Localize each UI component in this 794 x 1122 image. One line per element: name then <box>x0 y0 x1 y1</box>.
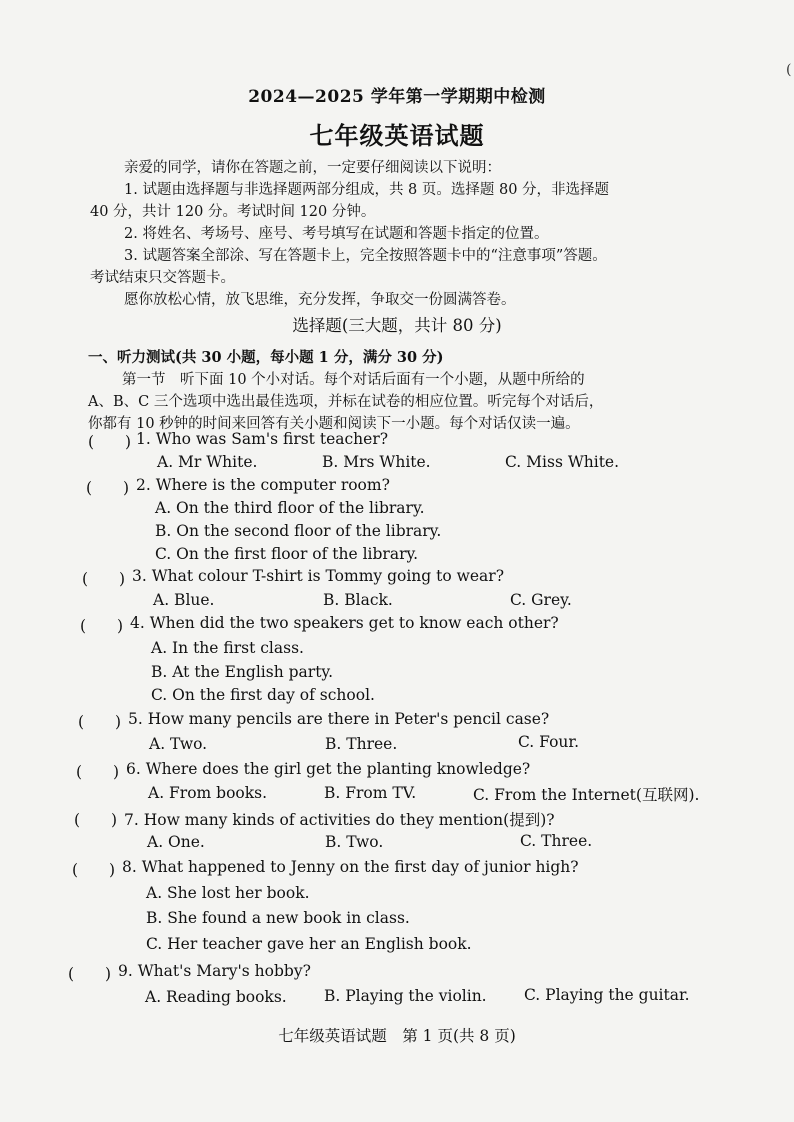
question-7: 7. How many kinds of activities do they mention(提到)? <box>124 811 555 829</box>
option-2c: C. On the first floor of the library. <box>155 545 419 563</box>
option-1a: A. Mr White. <box>157 453 258 471</box>
option-8c: C. Her teacher gave her an English book. <box>146 935 472 953</box>
question-1: 1. Who was Sam's first teacher? <box>136 430 389 448</box>
option-4a: A. In the first class. <box>151 639 304 657</box>
option-4c: C. On the first day of school. <box>151 686 375 704</box>
option-6b: B. From TV. <box>324 784 417 802</box>
option-7a: A. One. <box>147 833 205 851</box>
instruction-greeting: 亲爱的同学，请你在答题之前，一定要仔细阅读以下说明： <box>124 160 501 176</box>
page-footer: 七年级英语试题 第 1 页(共 8 页) <box>278 1027 516 1045</box>
option-5c: C. Four. <box>518 733 580 751</box>
option-1b: B. Mrs White. <box>322 453 431 471</box>
option-1c: C. Miss White. <box>505 453 620 471</box>
answer-paren-6[interactable]: ( ) <box>76 763 120 781</box>
answer-paren-7[interactable]: ( ) <box>74 811 118 829</box>
answer-paren-4[interactable]: ( ) <box>80 617 124 635</box>
answer-paren-3[interactable]: ( ) <box>82 570 126 588</box>
answer-paren-8[interactable]: ( ) <box>72 861 116 879</box>
option-7c: C. Three. <box>520 832 593 850</box>
question-5: 5. How many pencils are there in Peter's pencil case? <box>128 710 550 728</box>
option-6a: A. From books. <box>148 784 268 802</box>
option-2a: A. On the third floor of the library. <box>155 499 425 517</box>
option-5a: A. Two. <box>149 735 208 753</box>
option-8a: A. She lost her book. <box>146 884 310 902</box>
option-7b: B. Two. <box>325 833 384 851</box>
answer-paren-1[interactable]: ( ) <box>88 433 132 451</box>
question-3: 3. What colour T-shirt is Tommy going to wear? <box>132 567 504 585</box>
answer-paren-2[interactable]: ( ) <box>86 479 130 497</box>
subject-title: 七年级英语试题 <box>309 121 485 150</box>
option-6c: C. From the Internet(互联网). <box>473 786 700 804</box>
instruction-item-2: 2. 将姓名、考场号、座号、考号填写在试题和答题卡指定的位置。 <box>124 226 549 242</box>
question-6: 6. Where does the girl get the planting knowledge? <box>126 760 531 778</box>
option-3c: C. Grey. <box>510 591 572 609</box>
option-9b: B. Playing the violin. <box>324 987 487 1005</box>
instruction-wish: 愿你放松心情，放飞思维，充分发挥，争取交一份圆满答卷。 <box>124 292 516 308</box>
option-2b: B. On the second floor of the library. <box>155 522 442 540</box>
option-9a: A. Reading books. <box>145 988 287 1006</box>
question-8: 8. What happened to Jenny on the first day of junior high? <box>122 858 579 876</box>
question-2: 2. Where is the computer room? <box>136 476 390 494</box>
part1-directions-cont-2: 你都有 10 秒钟的时间来回答有关小题和阅读下一小题。每个对话仅读一遍。 <box>88 416 580 432</box>
page-edge-mark: ( <box>786 62 792 78</box>
question-9: 9. What's Mary's hobby? <box>118 962 311 980</box>
option-9c: C. Playing the guitar. <box>524 986 690 1004</box>
instruction-item-3: 3. 试题答案全部涂、写在答题卡上，完全按照答题卡中的“注意事项”答题。 <box>124 248 607 264</box>
instruction-item-1-cont: 40 分，共计 120 分。考试时间 120 分钟。 <box>90 204 376 220</box>
answer-paren-9[interactable]: ( ) <box>68 965 112 983</box>
option-3b: B. Black. <box>323 591 393 609</box>
section-title: 选择题(三大题，共计 80 分) <box>292 316 502 335</box>
option-5b: B. Three. <box>325 735 398 753</box>
instruction-item-3-cont: 考试结束只交答题卡。 <box>90 270 235 286</box>
part1-directions-cont-1: A、B、C 三个选项中选出最佳选项，并标在试卷的相应位置。听完每个对话后， <box>88 394 604 410</box>
option-3a: A. Blue. <box>153 591 215 609</box>
part1-directions: 第一节 听下面 10 个小对话。每个对话后面有一个小题，从题中所给的 <box>122 372 585 388</box>
part1-heading: 一、听力测试(共 30 小题，每小题 1 分，满分 30 分) <box>88 349 444 366</box>
option-4b: B. At the English party. <box>151 663 334 681</box>
exam-title: 2024—2025 学年第一学期期中检测 <box>248 87 546 107</box>
answer-paren-5[interactable]: ( ) <box>78 713 122 731</box>
option-8b: B. She found a new book in class. <box>146 909 410 927</box>
instruction-item-1: 1. 试题由选择题与非选择题两部分组成，共 8 页。选择题 80 分，非选择题 <box>124 182 610 198</box>
question-4: 4. When did the two speakers get to know each other? <box>130 614 559 632</box>
